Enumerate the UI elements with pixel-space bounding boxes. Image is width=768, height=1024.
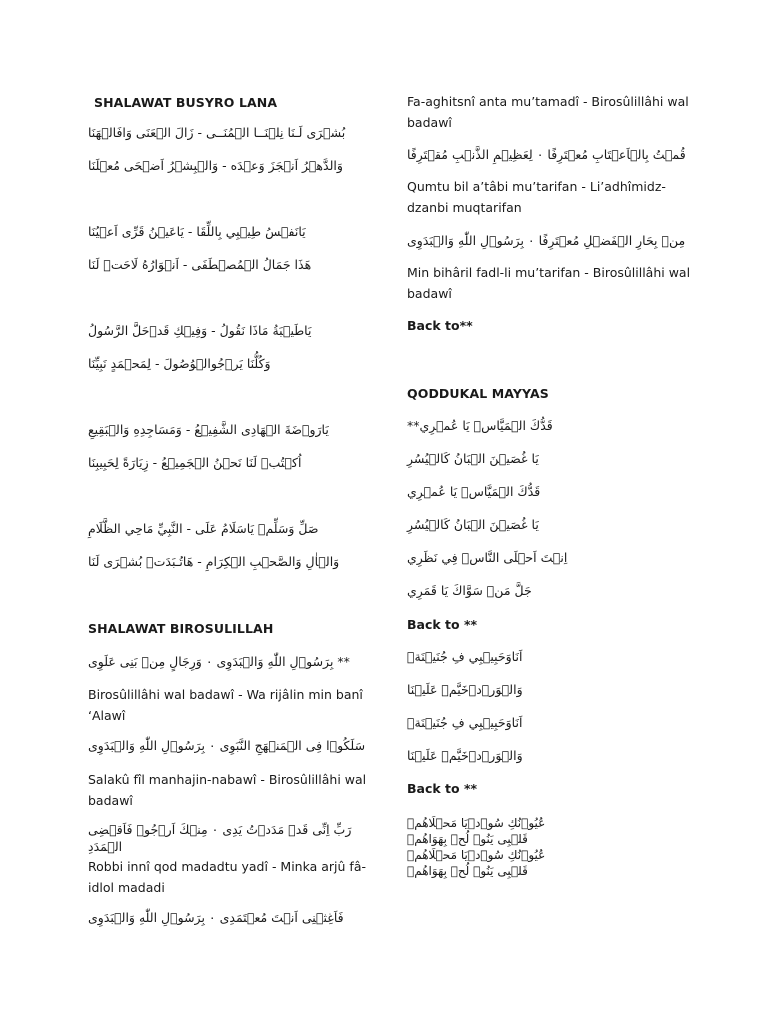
section-title-busyro-lana: SHALAWAT BUSYRO LANA <box>94 95 278 110</box>
latin-transliteration: Salakû fîl manhajin-nabawî - Birosûlillâhi wal badawî <box>88 772 367 808</box>
arabic-verse-line: وَالدَّهۡرُ اَنۡجَزَ وَعۡدَه - وَالۡبِشۡرُ اَضۡحَى مُعۡلَنَا <box>88 158 343 173</box>
arabic-verse-line: هَذَا جَمَالُ الۡمُصۡطَفَى - اَنۡوَارُهُ لَاحَتۡ لَنَا <box>88 257 312 272</box>
back-to-chorus: Back to ** <box>407 617 478 632</box>
arabic-verse-line: وَالۡوَرۡدۡخَيَّمۡ عَلَيۡنَا <box>407 748 523 763</box>
arabic-verse-line: وَالۡوَرۡدۡخَيَّمۡ عَلَيۡنَا <box>407 682 523 697</box>
latin-transliteration: Fa-aghitsnî anta mu’tamadî - Birosûlillâhi wal badawî <box>407 94 689 130</box>
latin-transliteration: Qumtu bil a’tâbi mu’tarifan - Li’adhîmidz-dzanbi muqtarifan <box>407 179 666 215</box>
arabic-verse-line: يَانَفۡسُ طِيۡبِي بِاللِّقَا - يَاعَيۡنُ قَرِّى اَعۡيُنَا <box>88 224 306 239</box>
back-to-chorus: Back to ** <box>407 781 478 796</box>
arabic-verse-line: قَلۡبِى يَنُوۡ لُحۡ بِهَوَاهُمۡ <box>407 864 528 878</box>
arabic-verse-line: اِنۡتَ اَحۡلَى النَّاسۡ فِي نَظَرِي <box>407 550 568 565</box>
arabic-verse-line: قَدُّكَ الۡمَيَّاسۡ يَا عُمۡرِي** <box>407 418 553 433</box>
arabic-verse-line: وَالۡاٰلِ وَالصَّحۡبِ الۡكِرَامِ - هَاتُـبَدَتۡ بُشۡرَى لَنَا <box>88 554 340 569</box>
arabic-verse-line: قُمۡتُ بِالۡاَعۡتَابِ مُعۡتَرِفًا ۰ لِعَظِيۡمِ الذَّنۡبِ مُقۡتَرِفًا <box>407 147 686 162</box>
arabic-verse-line: يَا غُصَيۡنَ الۡبَانُ كَالۡيُسُرِ <box>407 517 539 532</box>
section-title-birosulillah: SHALAWAT BIROSULILLAH <box>88 621 274 636</box>
arabic-verse-line: مِنۡ بِحَارِ الۡفَضۡلِ مُعۡتَرِفًا ۰ بِرَسُوۡلِ اللّٰهِ وَالۡبَدَوِى <box>407 233 686 248</box>
arabic-verse-line: سَلَكُوۡا فِى الۡمَنۡهَجِ النَّبَوِى ۰ بِرَسُوۡلِ اللّٰهِ وَالۡبَدَوِى <box>88 738 366 753</box>
arabic-verse-line: ** بِرَسُوۡلِ اللّٰهِ وَالۡبَدَوِى ۰ وَرِجَالٍ مِنۡ بَنِى عَلَوِى <box>88 654 350 669</box>
arabic-stanza-block <box>407 815 697 879</box>
back-to-chorus: Back to** <box>407 318 473 333</box>
arabic-verse-line: وَكُلُّنَا يَرۡجُوالۡوُصُولَ - لِمَحۡمَدٍ نَبِيِّنَا <box>88 356 271 371</box>
arabic-verse-line: اَنَاوَحَبِيۡبِي فِ جُنَيۡنَةۡ <box>407 715 523 730</box>
arabic-verse-line: يَارَوۡضَةَ الۡهَادِى الشَّفِيۡعُ - وَمَسَاجِدِهِ وَالۡبَقِيعِ <box>88 422 329 437</box>
arabic-verse-line: بُشۡرَى لَـنَا نِلۡنَــا الۡمُنَــى - زَالَ الۡعَنَى وَافَالۡهَنَا <box>88 125 346 140</box>
arabic-verse-line: اَنَاوَحَبِيۡبِي فِ جُنَيۡنَةۡ <box>407 649 523 664</box>
arabic-verse-line: فَاَغِثۡنِى اَنۡتَ مُعۡتَمَدِى ۰ بِرَسُوۡلِ اللّٰهِ وَالۡبَدَوِى <box>88 910 344 925</box>
arabic-verse-line: صَلِّ وَسَلِّمۡ يَاسَلَامُ عَلَى - النَّبِيِّ مَاحِي الظَّلَامِ <box>88 521 319 536</box>
latin-transliteration: Min bihâril fadl-li mu’tarifan - Birosûlillâhi wal badawî <box>407 265 691 301</box>
section-title-qoddukal-mayyas: QODDUKAL MAYYAS <box>407 386 549 401</box>
arabic-verse-line: قَدُّكَ الۡمَيَّاسۡ يَا عُمۡرِي <box>407 484 541 499</box>
arabic-verse-line: رَبِّ اِنِّى قَدۡ مَدَدۡتُ يَدِى ۰ مِنۡكَ اَرۡجُوۡ فَاَقۡضِى الۡمَدَدِ <box>88 822 352 854</box>
arabic-verse-line: اُكۡتُبۡ لَنَا نَحۡنُ الۡجَمِيۡعُ - زِيَارَةً لِحَبِيبِنَا <box>88 455 302 470</box>
arabic-verse-line: يَا غُصَيۡنَ الۡبَانُ كَالۡيُسُرِ <box>407 451 539 466</box>
latin-transliteration: Birosûlillâhi wal badawî - Wa rijâlin min banî ‘Alawî <box>88 687 363 723</box>
arabic-verse-line: عُيُوۡنُكِ سُوۡدۡيَا مَحۡلَاهُمۡ <box>407 816 546 830</box>
arabic-verse-line: قَلۡبِى يَنُوۡ لُحۡ بِهَوَاهُمۡ <box>407 832 528 846</box>
arabic-verse-line: عُيُوۡنُكِ سُوۡدۡيَا مَحۡلَاهُمۡ <box>407 848 546 862</box>
arabic-verse-line: جَلَّ مَنۡ سَوَّاكَ يَا قَمَرِي <box>407 583 532 598</box>
latin-transliteration: Robbi innî qod madadtu yadî - Minka arjû fâ-idlol madadi <box>88 859 366 895</box>
arabic-verse-line: يَاطَيۡبَةُ مَاذَا نَقُولُ - وَفِيۡكِ قَدۡحَلَّ الرَّسُولُ <box>88 323 312 338</box>
